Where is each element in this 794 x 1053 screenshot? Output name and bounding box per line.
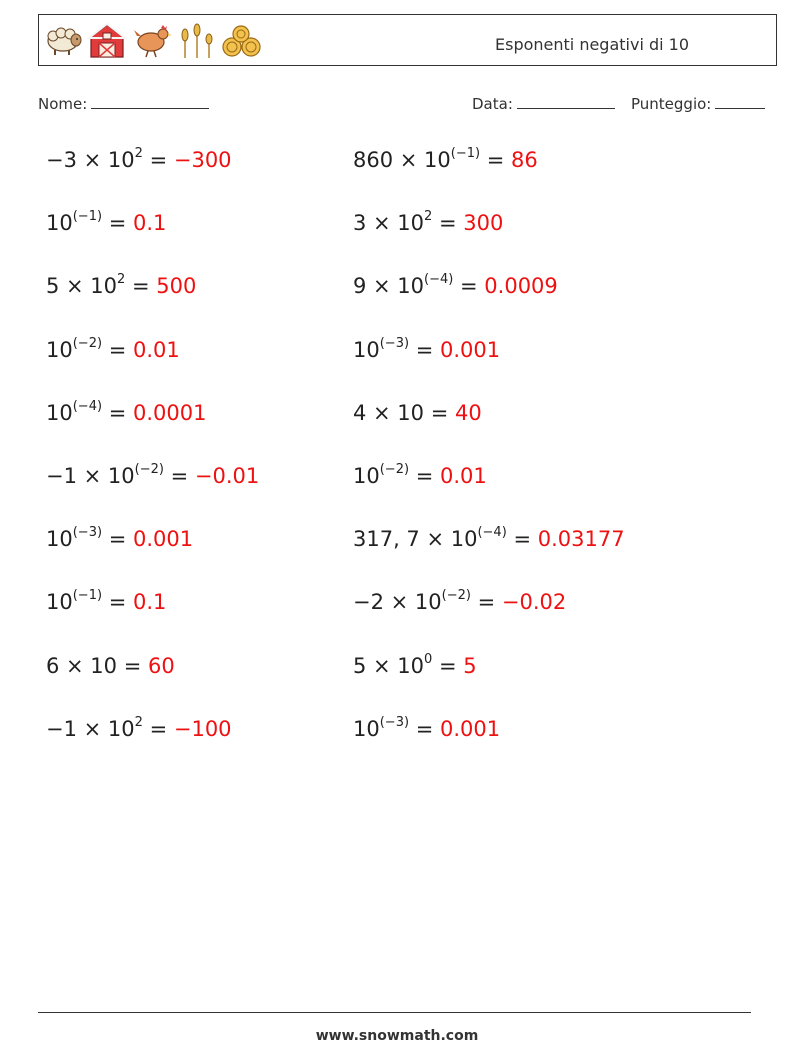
problem-answer: 0.01 [440, 464, 487, 488]
problem-answer: 86 [511, 148, 538, 172]
problem-exponent: (−4) [424, 272, 454, 288]
problem-exponent: 2 [134, 714, 143, 730]
name-blank [91, 94, 209, 109]
problem-answer: 5 [463, 653, 477, 678]
date-field [472, 94, 615, 113]
problem-exponent: 2 [117, 272, 126, 288]
name-label: Nome: [38, 95, 88, 113]
problem-expression: 10 [46, 400, 73, 425]
problem-item: 4 × 10 = 40 [353, 400, 482, 425]
problem-answer: 0.1 [133, 211, 167, 236]
problem-expression: 860 × 10 [353, 148, 451, 172]
problem-expression: 6 × 10 [46, 653, 118, 678]
problem-answer: 0.001 [133, 527, 194, 552]
wheat-icon [177, 23, 217, 59]
problem-expression: −2 × 10 [353, 590, 442, 615]
score-field [631, 94, 765, 113]
name-field [38, 94, 209, 113]
problem-item: $10^{(-1)} = 0.1$ [46, 209, 167, 236]
problem-exponent: (−4) [477, 525, 507, 541]
problem-answer: −0.01 [194, 464, 260, 488]
problem-answer: 500 [156, 274, 197, 299]
problem-expression: 10 [353, 337, 380, 362]
problem-item: $9 \times 10^{(-4)} = 0.0009$ [353, 272, 558, 299]
problem-exponent: (−3) [72, 525, 103, 541]
problem-item: $3 \times 10^2 = 300$ [353, 209, 504, 236]
problem-item: $-2 \times 10^{(-2)} = -0.02$ [353, 588, 567, 615]
problem-answer: 0.001 [440, 716, 501, 741]
problem-expression: 5 × 10 [46, 274, 118, 299]
problem-answer: 0.0001 [133, 400, 207, 425]
problem-exponent: 2 [424, 209, 433, 225]
problem-expression: 5 × 10 [353, 653, 425, 678]
problem-answer: −100 [173, 716, 232, 741]
date-blank [517, 94, 615, 109]
farm-icons [43, 23, 263, 59]
problem-expression: 9 × 10 [353, 274, 425, 299]
problem-exponent: (−1) [72, 588, 103, 604]
problem-item: $10^{(-2)} = 0.01$ [353, 462, 487, 488]
problem-item: $10^{(-2)} = 0.01$ [46, 335, 180, 362]
problem-answer: 60 [147, 653, 175, 678]
problem-exponent: (−3) [379, 714, 410, 730]
footer-url: www.snowmath.com [315, 1028, 479, 1044]
problem-answer: 0.001 [440, 337, 501, 362]
problem-expression: 4 × 10 [353, 400, 425, 425]
problem-item: 317, $7 \times 10^{(-4)} = 0.03177$ [353, 525, 625, 552]
problem-item: $-3 \times 10^2 = -300$ [46, 146, 232, 172]
problem-item: $10^{(-4)} = 0.0001$ [46, 398, 207, 425]
date-label: Data: [472, 95, 513, 113]
sheep-icon [43, 26, 83, 56]
problem-exponent: (−2) [441, 588, 471, 604]
problem-expression: 3 × 10 [353, 211, 425, 236]
problem-item: $-1 \times 10^2 = -100$ [46, 714, 232, 741]
score-blank [715, 94, 765, 109]
problem-answer: −0.02 [501, 590, 567, 615]
barn-icon [87, 23, 127, 59]
problem-item: $10^{(-3)} = 0.001$ [353, 714, 501, 741]
problem-answer: 40 [454, 400, 482, 425]
problem-exponent: (−1) [72, 209, 103, 225]
problem-exponent: (−4) [72, 398, 103, 414]
problem-item: $860 \times 10^{(-1)} = 86$ [353, 146, 538, 172]
problem-exponent: 2 [134, 146, 143, 161]
problem-expression: 10 [46, 527, 73, 552]
problem-answer: −300 [173, 148, 232, 172]
problem-exponent: (−1) [450, 146, 481, 161]
problem-expression: 317, 7 × 10 [353, 527, 478, 552]
problem-expression: 10 [353, 464, 380, 488]
worksheet-header [38, 14, 777, 66]
problem-exponent: (−2) [72, 335, 103, 351]
problem-exponent: (−2) [134, 462, 164, 477]
problem-expression: 10 [353, 716, 380, 741]
problem-expression: −1 × 10 [46, 716, 135, 741]
score-label: Punteggio: [631, 95, 712, 113]
problem-exponent: (−2) [379, 462, 410, 477]
problem-item: $10^{(-3)} = 0.001$ [353, 335, 501, 362]
problem-expression: 10 [46, 211, 73, 236]
problem-item: $5 \times 10^2 = 500$ [46, 272, 197, 299]
hen-icon [131, 24, 173, 58]
problem-answer: 300 [463, 211, 504, 236]
problem-answer: 0.01 [133, 337, 180, 362]
problem-item: $10^{(-1)} = 0.1$ [46, 588, 167, 615]
problem-expression: −3 × 10 [46, 148, 135, 172]
problem-item: $5 \times 10^0 = 5$ [353, 651, 477, 678]
problem-answer: 0.03177 [537, 527, 625, 552]
problem-expression: −1 × 10 [46, 464, 135, 488]
problem-answer: 0.0009 [484, 274, 558, 299]
problem-item: 6 × 10 = 60 [46, 653, 175, 678]
problem-item: $-1 \times 10^{(-2)} = -0.01$ [46, 462, 260, 488]
problem-item: $10^{(-3)} = 0.001$ [46, 525, 194, 552]
problem-expression: 10 [46, 590, 73, 615]
problem-answer: 0.1 [133, 590, 167, 615]
hay-bales-icon [221, 24, 263, 58]
worksheet-title: Esponenti negativi di 10 [495, 35, 690, 54]
problem-exponent: (−3) [379, 335, 410, 351]
problem-exponent: 0 [424, 651, 433, 667]
footer-divider [38, 1012, 751, 1013]
problem-expression: 10 [46, 337, 73, 362]
